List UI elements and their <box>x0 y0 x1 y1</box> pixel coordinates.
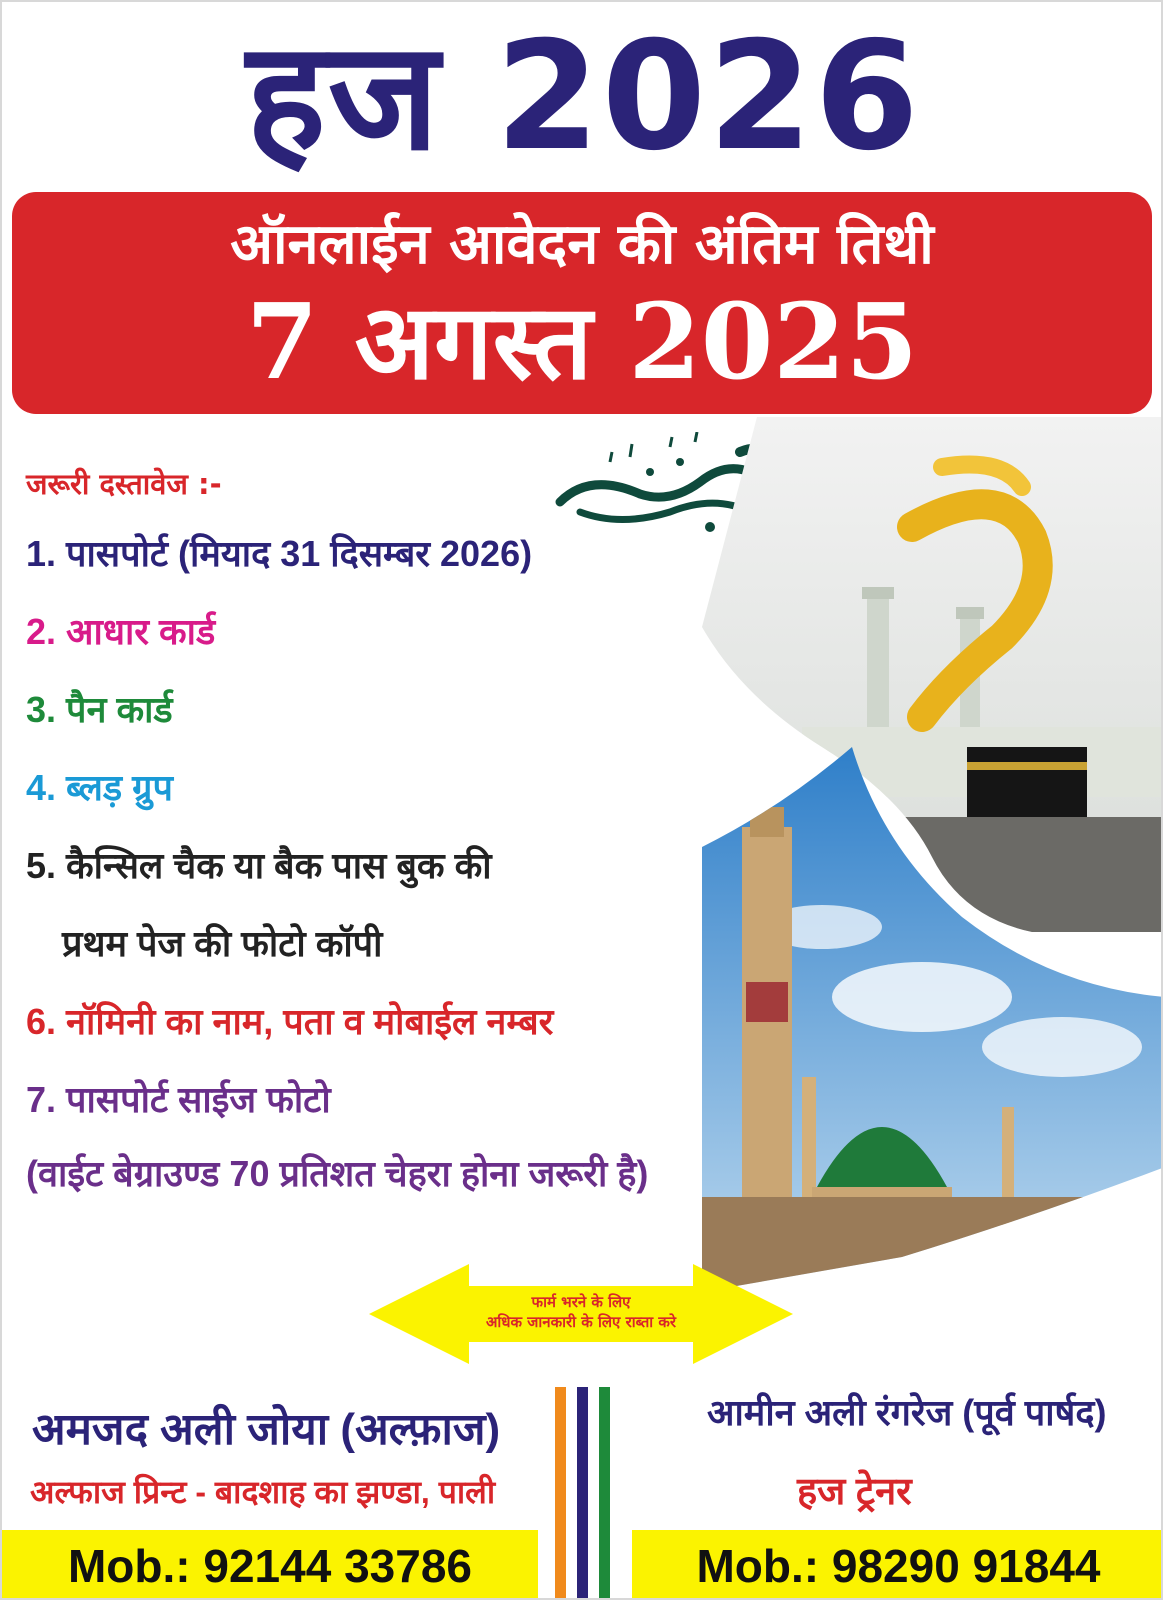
right-contact-name: आमीन अली रंगरेज (पूर्व पार्षद) <box>707 1392 1107 1433</box>
document-item-photo-note: (वाईट बेग्राउण्ड 70 प्रतिशत चेहरा होना जरूरी है) <box>26 1153 649 1194</box>
deadline-label: ऑनलाईन आवेदन की अंतिम तिथी <box>230 212 934 277</box>
deadline-date: 7 अगस्त 2025 <box>246 280 918 403</box>
stripe-orange <box>555 1387 566 1600</box>
document-item-cheque-cont: प्रथम पेज की फोटो कॉपी <box>62 923 383 964</box>
document-item-passport: 1. पासपोर्ट (मियाद 31 दिसम्बर 2026) <box>26 533 533 574</box>
arrow-text-line1: फार्म भरने के लिए <box>531 1293 631 1311</box>
right-mobile-number: Mob.: 98290 91844 <box>632 1530 1163 1600</box>
documents-heading: जरूरी दस्तावेज :- <box>26 467 222 501</box>
left-contact-address: अल्फाज प्रिन्ट - बादशाह का झण्डा, पाली <box>30 1474 496 1510</box>
document-item-pan: 3. पैन कार्ड <box>26 689 173 730</box>
document-item-aadhaar: 2. आधार कार्ड <box>26 611 216 652</box>
document-item-cheque: 5. कैन्सिल चैक या बैक पास बुक की <box>26 845 492 886</box>
contact-info-arrow <box>369 1264 793 1364</box>
right-contact-role: हज ट्रेनर <box>797 1471 912 1513</box>
document-item-nominee: 6. नॉमिनी का नाम, पता व मोबाईल नम्बर <box>26 1001 554 1042</box>
left-contact-name: अमजद अली जोया (अल्फ़ाज) <box>32 1405 501 1454</box>
divider-stripes <box>555 1387 615 1600</box>
deadline-banner <box>12 192 1152 414</box>
document-item-photo: 7. पासपोर्ट साईज फोटो <box>26 1079 331 1120</box>
green-dome-photo <box>702 747 1163 1292</box>
left-mobile-number: Mob.: 92144 33786 <box>2 1530 538 1600</box>
stripe-blue <box>577 1387 588 1600</box>
stripe-green <box>599 1387 610 1600</box>
arrow-text-line2: अधिक जानकारी के लिए राब्ता करे <box>485 1313 677 1331</box>
document-item-blood-group: 4. ब्लड़ ग्रुप <box>26 767 173 808</box>
poster-title: हज 2026 <box>246 10 921 184</box>
